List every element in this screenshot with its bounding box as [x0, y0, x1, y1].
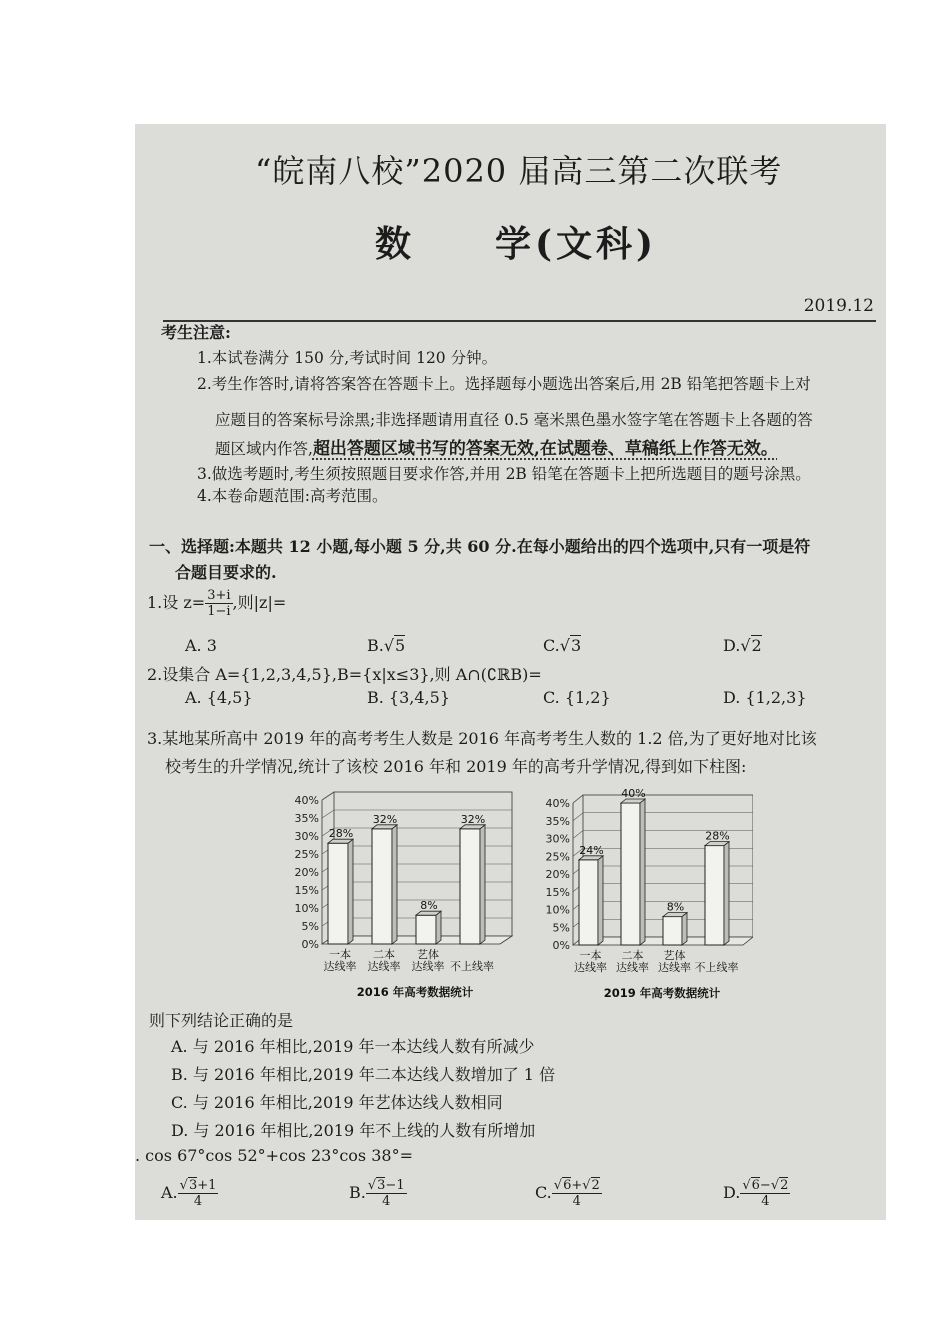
- question-1-stem: [147, 588, 286, 619]
- notice-item-1: 1.本试卷满分 150 分,考试时间 120 分钟。: [197, 349, 498, 367]
- q1-denominator: 1−i: [207, 604, 231, 619]
- q1-option-b: B.√5: [367, 636, 406, 655]
- q4-radicand: 3: [377, 1178, 386, 1193]
- data-label: 28%: [705, 829, 730, 843]
- question-4-stem: . cos 67°cos 52°+cos 23°cos 38°=: [135, 1146, 413, 1165]
- y-tick-label: 20%: [294, 866, 319, 879]
- bar-side: [392, 825, 397, 944]
- q2-option-c: C. {1,2}: [543, 688, 611, 707]
- data-label: 32%: [460, 812, 486, 826]
- data-label: 24%: [579, 843, 604, 857]
- q4-radicand: 2: [591, 1178, 600, 1193]
- data-label: 8%: [420, 899, 438, 913]
- q1-option-b-radicand: 5: [395, 636, 406, 655]
- q3-option-a: A. 与 2016 年相比,2019 年一本达线人数有所减少: [171, 1037, 535, 1056]
- y-tick-label: 10%: [294, 902, 319, 915]
- x-tick-label: 达线率: [411, 960, 445, 973]
- header-divider: [163, 320, 876, 322]
- q3-option-d: D. 与 2016 年相比,2019 年不上线的人数有所增加: [171, 1121, 536, 1140]
- x-tick-label: 达线率: [323, 960, 357, 973]
- chart-title: 2016 年高考数据统计: [356, 985, 474, 999]
- q1-option-c-radicand: 3: [570, 636, 582, 655]
- x-tick-label: 达线率: [574, 961, 607, 974]
- q1-option-b-label: B.: [367, 636, 384, 655]
- bar: [460, 829, 480, 944]
- q4-option-d-numerator: √6−√2: [742, 1178, 789, 1193]
- y-tick-label: 0%: [301, 938, 319, 951]
- exam-subject: 数 学(文科): [375, 223, 658, 265]
- q4-option-a-numerator: √3+1: [179, 1178, 217, 1193]
- bar: [372, 829, 392, 944]
- x-tick-label: 一本: [329, 948, 351, 961]
- bar-side: [480, 825, 485, 944]
- x-tick-label: 二本: [621, 949, 644, 962]
- exam-date: 2019.12: [803, 296, 874, 316]
- y-tick-label: 5%: [301, 920, 319, 933]
- q1-suffix: ,则|z|=: [232, 593, 287, 612]
- question-3-line-1: 3.某地某所高中 2019 年的高考考生人数是 2016 年高考考生人数的 1.2 倍,为了更好地对比该: [147, 729, 817, 748]
- q4-option-c-fraction: [552, 1178, 602, 1209]
- q4-option-d-label: D.: [723, 1183, 741, 1202]
- question-2-stem: 2.设集合 A={1,2,3,4,5},B={x|x≤3},则 A∩(∁ℝB)=: [147, 665, 542, 684]
- q4-option-d: [723, 1178, 790, 1209]
- y-tick-label: 25%: [545, 850, 570, 864]
- x-tick-label: 达线率: [658, 961, 691, 974]
- x-tick-label: 一本: [579, 949, 602, 962]
- x-tick-label: 艺体: [663, 949, 686, 962]
- x-tick-label: 达线率: [616, 961, 649, 974]
- q1-option-d: D.√2: [723, 636, 762, 655]
- bar-side: [436, 911, 441, 944]
- q4-option-b-fraction: [366, 1178, 407, 1209]
- bar-side: [682, 913, 687, 945]
- chart-title: 2019 年高考数据统计: [603, 986, 721, 1000]
- bar: [663, 917, 682, 945]
- y-tick-label: 30%: [294, 830, 319, 843]
- q4-term: +1: [197, 1178, 217, 1193]
- q2-option-a: A. {4,5}: [185, 688, 253, 707]
- q1-numerator: 3+i: [207, 588, 231, 603]
- chart-gridline: [573, 813, 753, 821]
- q1-option-d-label: D.: [723, 636, 741, 655]
- x-tick-label: 达线率: [367, 960, 401, 973]
- chart-2016: [280, 784, 515, 1004]
- x-tick-label: 不上线率: [694, 961, 739, 974]
- x-tick-label: 二本: [373, 948, 395, 961]
- q1-fraction: [205, 588, 232, 619]
- q4-radicand: 6: [563, 1178, 572, 1193]
- data-label: 28%: [328, 827, 354, 841]
- q4-option-d-fraction: [740, 1178, 790, 1209]
- bar: [328, 843, 348, 944]
- y-tick-label: 20%: [545, 868, 570, 881]
- q4-operator: −: [759, 1178, 771, 1193]
- section-heading-line-2: 合题目要求的.: [175, 563, 277, 582]
- chart-gridline: [322, 792, 512, 800]
- q4-radicand: 2: [780, 1178, 789, 1193]
- y-tick-label: 30%: [545, 832, 570, 846]
- q4-option-a-fraction: [178, 1178, 219, 1209]
- q4-option-d-denominator: 4: [761, 1194, 770, 1209]
- q4-option-a-label: A.: [161, 1183, 178, 1202]
- data-label: 8%: [666, 900, 685, 914]
- y-tick-label: 5%: [552, 921, 570, 935]
- y-tick-label: 35%: [545, 814, 570, 828]
- q4-option-c-denominator: 4: [572, 1194, 581, 1209]
- q3-option-c: C. 与 2016 年相比,2019 年艺体达线人数相同: [171, 1093, 503, 1112]
- x-tick-label: 不上线率: [450, 960, 494, 973]
- notice-text: 题区域内作答,: [215, 440, 313, 458]
- q4-radicand: 3: [188, 1178, 198, 1193]
- question-3-lead: 则下列结论正确的是: [149, 1011, 294, 1030]
- chart-gridline: [573, 795, 753, 803]
- y-tick-label: 35%: [294, 812, 319, 825]
- notice-item-2-line-2: 应题目的答案标号涂黑;非选择题请用直径 0.5 毫米黑色墨水签字笔在答题卡上各题的答: [215, 411, 813, 429]
- bar-side: [598, 856, 603, 945]
- q4-option-a-denominator: 4: [193, 1194, 203, 1209]
- y-tick-label: 10%: [545, 903, 570, 917]
- notice-item-2-line-3: [215, 434, 778, 459]
- q4-option-b-numerator: √3−1: [367, 1178, 405, 1193]
- q4-option-c: [535, 1178, 602, 1209]
- data-label: 40%: [621, 787, 646, 800]
- bar-side: [640, 799, 645, 945]
- bar: [416, 915, 436, 944]
- exam-paper: [135, 124, 886, 1220]
- bar-side: [348, 839, 353, 944]
- y-tick-label: 40%: [545, 797, 570, 810]
- q4-option-b-label: B.: [349, 1183, 366, 1202]
- y-tick-label: 25%: [294, 848, 319, 861]
- q1-option-a: A. 3: [185, 636, 217, 655]
- q3-option-b: B. 与 2016 年相比,2019 年二本达线人数增加了 1 倍: [171, 1065, 556, 1084]
- notice-item-3: 3.做选考题时,考生须按照题目要求作答,并用 2B 铅笔在答题卡上把所选题目的题号涂黑。: [197, 465, 811, 483]
- bar: [621, 803, 640, 945]
- section-heading: 一、选择题:本题共 12 小题,每小题 5 分,共 60 分.在每小题给出的四个选项中,只有一项是符: [149, 537, 811, 556]
- chart-2019: [533, 779, 753, 1004]
- q2-option-b: B. {3,4,5}: [367, 688, 450, 707]
- q1-option-c: C.√3: [543, 636, 582, 655]
- y-tick-label: 15%: [545, 885, 570, 899]
- q4-option-c-numerator: √6+√2: [553, 1178, 600, 1193]
- y-tick-label: 40%: [294, 794, 319, 807]
- notice-item-4: 4.本卷命题范围:高考范围。: [197, 487, 388, 505]
- q4-option-b: [349, 1178, 407, 1209]
- notice-emphasis: 超出答题区域书写的答案无效,在试题卷、草稿纸上作答无效。: [312, 439, 778, 459]
- q4-radicand: 6: [751, 1178, 760, 1193]
- q4-option-c-label: C.: [535, 1183, 552, 1202]
- notice-item-2: 2.考生作答时,请将答案答在答题卡上。选择题每小题选出答案后,用 2B 铅笔把答题卡上对: [197, 375, 811, 393]
- bar: [579, 860, 598, 945]
- q1-prefix: 1.设 z=: [147, 593, 206, 612]
- x-tick-label: 艺体: [417, 948, 439, 961]
- exam-title: “皖南八校”2020 届高三第二次联考: [255, 152, 783, 190]
- y-tick-label: 15%: [294, 884, 319, 897]
- q4-term: −1: [385, 1178, 405, 1193]
- y-tick-label: 0%: [552, 939, 570, 952]
- bar: [705, 846, 724, 945]
- data-label: 32%: [372, 812, 398, 826]
- q1-option-d-radicand: 2: [751, 636, 762, 655]
- q4-operator: +: [571, 1178, 583, 1193]
- bar-side: [724, 842, 729, 945]
- q4-option-a: [161, 1178, 218, 1209]
- question-3-line-2: 校考生的升学情况,统计了该校 2016 年和 2019 年的高考升学情况,得到如下柱图:: [165, 757, 747, 776]
- q4-option-b-denominator: 4: [382, 1194, 391, 1209]
- q1-option-c-label: C.: [543, 636, 560, 655]
- notice-heading: 考生注意:: [161, 323, 231, 342]
- q2-option-d: D. {1,2,3}: [723, 688, 807, 707]
